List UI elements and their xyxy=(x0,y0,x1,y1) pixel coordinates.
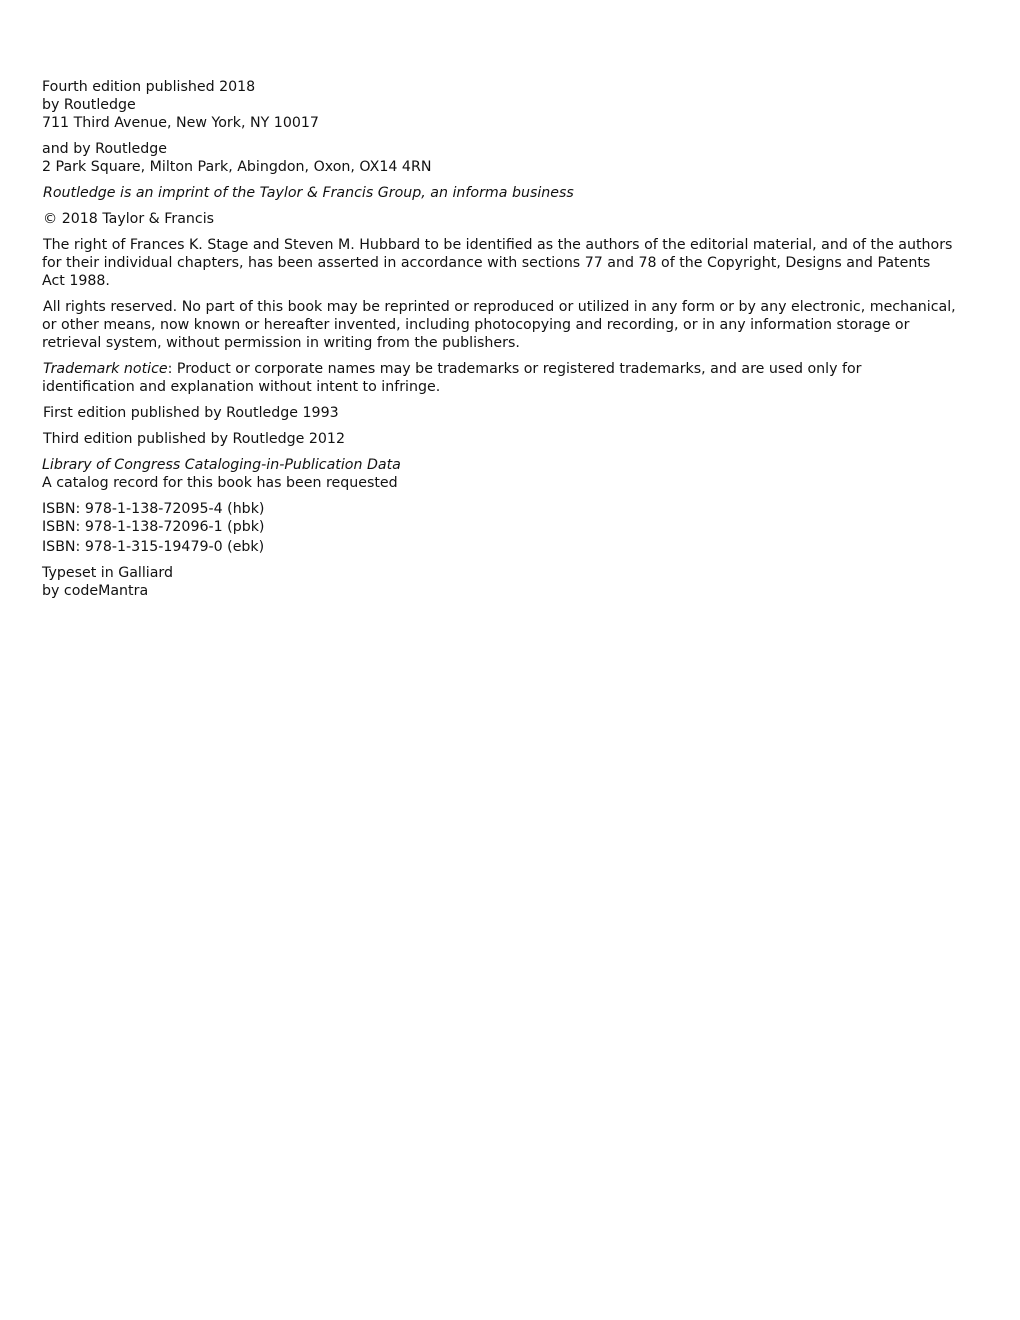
copyright-page xyxy=(42,78,957,608)
uk-address: 2 Park Square, Milton Park, Abingdon, Oxon, OX14 4RN xyxy=(42,159,432,175)
moral-rights-statement: The right of Frances K. Stage and Steven M. Hubbard to be identified as the authors of the editorial material, and of the authors for their individual chapters, has been asserted in accordance with sections 77 and 78 of the Copyright, Designs and Patents Act 1988. xyxy=(42,237,953,289)
all-rights-statement: All rights reserved. No part of this book may be reprinted or reproduced or utilized in any form or by any electronic, mechanical, or other means, now known or hereafter invented, including photocopying and recording, or in any information storage or retrieval system, without permission in writing from the publishers. xyxy=(42,299,956,351)
trademark-notice xyxy=(42,360,957,396)
imprint-statement: Routledge is an imprint of the Taylor & Francis Group, an informa business xyxy=(43,185,574,201)
isbn-pbk: ISBN: 978-1-138-72096-1 (pbk) xyxy=(42,519,265,535)
trademark-text: : Product or corporate names may be trademarks or registered trademarks, and are used only for identification and explanation without intent to infringe. xyxy=(42,361,862,395)
typeface-line: Typeset in Galliard xyxy=(42,565,174,581)
isbn-hbk: ISBN: 978-1-138-72095-4 (hbk) xyxy=(42,501,265,517)
isbn-block xyxy=(42,500,957,556)
cataloging-note: A catalog record for this book has been requested xyxy=(42,475,398,491)
trademark-label: Trademark notice xyxy=(43,361,168,377)
isbn-ebk: ISBN: 978-1-315-19479-0 (ebk) xyxy=(42,539,265,555)
second-publisher-block xyxy=(42,140,957,176)
publisher-block xyxy=(42,78,957,132)
typesetter-line: by codeMantra xyxy=(42,583,149,599)
edition-line: Fourth edition published 2018 xyxy=(42,79,256,95)
typesetting-block xyxy=(42,564,957,600)
cataloging-heading: Library of Congress Cataloging-in-Publication Data xyxy=(42,457,401,473)
first-edition-line: First edition published by Routledge 1993 xyxy=(43,405,339,421)
second-publisher-line: and by Routledge xyxy=(42,141,167,157)
publisher-line: by Routledge xyxy=(42,97,136,113)
us-address: 711 Third Avenue, New York, NY 10017 xyxy=(42,115,319,131)
copyright-notice: © 2018 Taylor & Francis xyxy=(43,211,215,227)
cataloging-block xyxy=(42,456,957,492)
third-edition-line: Third edition published by Routledge 2012 xyxy=(43,431,345,447)
